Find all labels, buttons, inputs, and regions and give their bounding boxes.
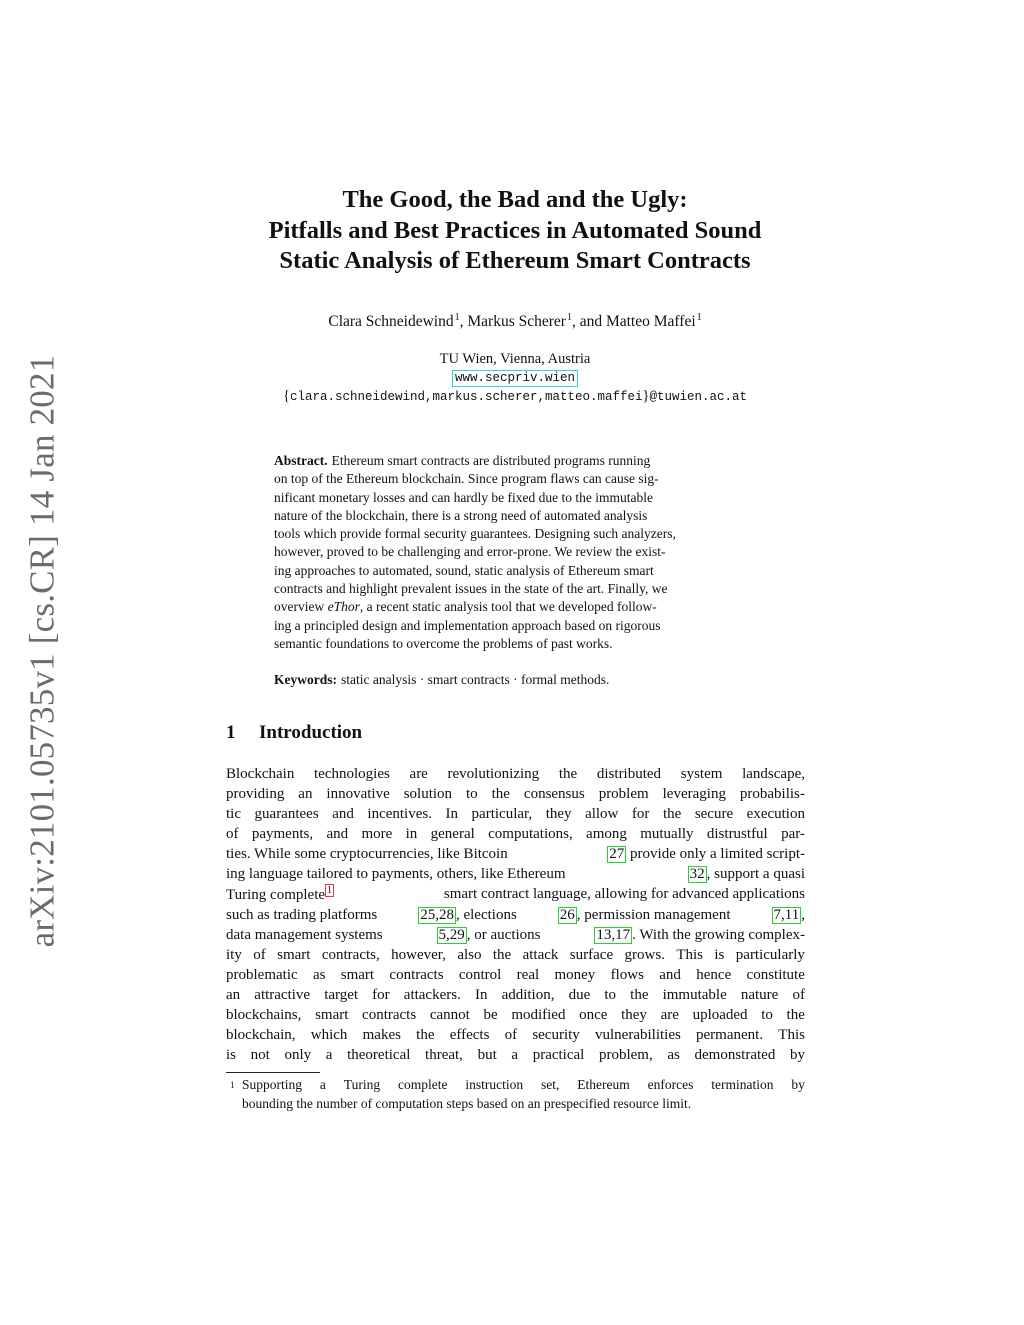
word: execution: [746, 806, 805, 822]
author-separator: , and: [571, 313, 606, 330]
word: ity: [226, 947, 242, 963]
word: of: [504, 1027, 518, 1043]
word: contracts,: [321, 947, 380, 963]
word: to: [761, 1007, 773, 1023]
text-line: [226, 844, 805, 864]
brace-open: {: [282, 388, 290, 404]
word: the: [492, 947, 512, 963]
citation-link[interactable]: 7,11: [773, 907, 800, 923]
word: Ethereum: [577, 1077, 630, 1092]
word: to: [604, 987, 617, 1003]
word: surface: [569, 947, 614, 963]
footnote-line: bounding the number of computation steps based on an prespecified resource limit.: [242, 1095, 692, 1111]
word: not: [250, 1047, 270, 1063]
word: leveraging: [662, 786, 726, 802]
abstract-line: [274, 598, 758, 616]
word: a: [325, 1047, 333, 1063]
author-name: Markus Scherer: [467, 313, 566, 330]
title-line: Static Analysis of Ethereum Smart Contracts: [279, 247, 751, 274]
abstract-line: however, proved to be challenging and error-prone. We review the exist-: [274, 544, 666, 560]
word: is: [714, 947, 725, 963]
word: enforces: [647, 1077, 694, 1092]
word: also: [457, 947, 482, 963]
word: by: [789, 1047, 805, 1063]
word: This: [676, 947, 703, 963]
paper-title: [200, 185, 830, 277]
word: only: [284, 1047, 312, 1063]
word: as: [667, 1047, 680, 1063]
word: Turing: [343, 1077, 381, 1092]
text-line: [226, 965, 805, 985]
word: practical: [532, 1047, 585, 1063]
word: they: [545, 806, 572, 822]
word: providing: [226, 786, 285, 802]
word: solution: [403, 786, 453, 802]
word: the: [662, 806, 682, 822]
text-segment: . With the growing complex-: [632, 927, 805, 943]
word: vulnerabilities: [595, 1027, 681, 1043]
word: contracts: [362, 1007, 417, 1023]
text-line: [226, 905, 805, 925]
word: payments,: [251, 826, 314, 842]
word: demonstrated: [694, 1047, 776, 1063]
text-line: [226, 925, 805, 945]
word: attackers.: [403, 987, 461, 1003]
word: are: [409, 766, 428, 782]
citation-link[interactable]: 26: [559, 907, 575, 923]
word: of: [226, 826, 239, 842]
word: problem: [598, 786, 649, 802]
word: to: [466, 786, 478, 802]
title-line: The Good, the Bad and the Ugly:: [342, 186, 688, 213]
text-line: [226, 1045, 805, 1065]
word: uploaded: [692, 1007, 748, 1023]
word: general: [430, 826, 475, 842]
website-link[interactable]: www.secpriv.wien: [452, 370, 578, 387]
word: particular,: [471, 806, 533, 822]
word: be: [483, 1007, 498, 1023]
word: attack: [522, 947, 559, 963]
word: the: [558, 766, 578, 782]
word: mutually: [640, 826, 694, 842]
intro-paragraph: [226, 764, 805, 1065]
author-list: [200, 312, 830, 331]
email-domain: @tuwien.ac.at: [649, 390, 748, 404]
text-line: [226, 945, 805, 965]
abstract-line: nificant monetary losses and can hardly be fixed due to the immutable: [274, 489, 654, 505]
text-segment: ing language tailored to payments, others, like Ethereum: [226, 866, 566, 882]
word: real: [516, 967, 540, 983]
citation-link[interactable]: 5,29: [438, 927, 465, 943]
text-line: [226, 1005, 805, 1025]
affiliation-block: [200, 350, 830, 406]
word: hence: [696, 967, 732, 983]
word: tic: [226, 806, 241, 822]
text-segment: , permission management: [576, 907, 731, 923]
word: effects: [449, 1027, 490, 1043]
email-list: [200, 387, 830, 406]
affiliation-mark: 1: [696, 312, 702, 323]
citation-link[interactable]: 13,17: [596, 927, 631, 943]
word: system: [680, 766, 723, 782]
word: termination: [711, 1077, 774, 1092]
word: theoretical: [347, 1047, 411, 1063]
abstract-heading: Abstract.: [274, 453, 328, 468]
word: for: [372, 987, 390, 1003]
text-segment: data management systems: [226, 927, 383, 943]
word: complete: [397, 1077, 448, 1092]
arxiv-identifier[interactable]: arXiv:2101.05735v1 [cs.CR] 14 Jan 2021: [22, 354, 62, 947]
abstract-text: Ethereum smart contracts are distributed programs running: [331, 453, 651, 468]
keywords: [274, 672, 758, 688]
word: smart: [315, 1007, 349, 1023]
word: money: [554, 967, 596, 983]
text-line: [226, 784, 805, 804]
word: smart: [340, 967, 375, 983]
word: par-: [781, 826, 805, 842]
affiliation-mark: 1: [454, 312, 460, 323]
word: among: [586, 826, 627, 842]
text-segment: smart contract language, allowing for advanced applications: [443, 886, 805, 902]
text-line: [226, 824, 805, 844]
word: permanent.: [696, 1027, 764, 1043]
keywords-heading: Keywords:: [274, 672, 337, 687]
word: cannot: [429, 1007, 470, 1023]
text-line: [226, 884, 805, 905]
word: guarantees: [254, 806, 319, 822]
word: problem,: [598, 1047, 653, 1063]
footnote: [226, 1076, 805, 1113]
word: the: [416, 1027, 435, 1043]
word: security: [532, 1027, 580, 1043]
word: and: [332, 806, 354, 822]
text-line: [226, 864, 805, 884]
word: once: [579, 1007, 608, 1023]
word: and: [659, 967, 681, 983]
text-line: [226, 1025, 805, 1045]
word: a: [511, 1047, 519, 1063]
word: of: [792, 987, 805, 1003]
arxiv-stamp-wrapper: [20, 354, 64, 947]
abstract-line: tools which provide formal security guarantees. Designing such analyzers,: [274, 526, 676, 542]
word: and: [326, 826, 349, 842]
word: probabilis-: [739, 786, 805, 802]
abstract-line: contracts and highlight prevalent issues in the state of the art. Finally, we: [274, 581, 668, 597]
word: grows.: [624, 947, 665, 963]
citation-link[interactable]: 32: [689, 866, 705, 882]
text-line: [226, 804, 805, 824]
word: Supporting: [242, 1077, 303, 1092]
abstract-line: ing approaches to automated, sound, static analysis of Ethereum smart: [274, 562, 654, 578]
abstract-line: semantic foundations to overcome the problems of past works.: [274, 635, 613, 651]
word: Blockchain: [226, 766, 295, 782]
word: smart: [277, 947, 311, 963]
word: for: [631, 806, 650, 822]
word: more: [361, 826, 393, 842]
word: consensus: [523, 786, 585, 802]
word: In: [474, 987, 488, 1003]
word: innovative: [326, 786, 390, 802]
citation-link[interactable]: 27: [609, 846, 625, 862]
section-number: 1: [226, 722, 236, 743]
word: makes: [362, 1027, 401, 1043]
title-line: Pitfalls and Best Practices in Automated Sound: [268, 216, 762, 244]
keywords-text: static analysis · smart contracts · formal methods.: [341, 672, 610, 687]
word: which: [310, 1027, 348, 1043]
word: target: [324, 987, 359, 1003]
word: blockchain,: [226, 1027, 296, 1043]
affiliation: TU Wien, Vienna, Austria: [439, 351, 591, 367]
text-segment: ,: [801, 907, 805, 923]
word: instruction: [465, 1077, 524, 1092]
word: attractive: [254, 987, 311, 1003]
text-segment: Turing complete: [226, 887, 326, 903]
word: but: [477, 1047, 497, 1063]
word: blockchains,: [226, 1007, 302, 1023]
word: revolutionizing: [447, 766, 540, 782]
author-name: Clara Schneidewind: [328, 313, 454, 330]
word: computations,: [488, 826, 573, 842]
section-title: Introduction: [259, 722, 363, 743]
email-names: clara.schneidewind,markus.scherer,matteo.maffei: [289, 390, 643, 404]
word: contracts: [389, 967, 444, 983]
word: in: [405, 826, 418, 842]
text-segment: ties. While some cryptocurrencies, like Bitcoin: [226, 846, 508, 862]
word: as: [312, 967, 326, 983]
word: threat,: [425, 1047, 463, 1063]
author-separator: ,: [459, 313, 468, 330]
abstract: [274, 452, 758, 653]
text-line: [226, 985, 805, 1005]
word: flows: [610, 967, 644, 983]
word: due: [568, 987, 591, 1003]
tool-name: eThor: [327, 599, 360, 615]
section-heading: [226, 722, 362, 744]
footnote-mark: 1: [230, 1080, 235, 1090]
abstract-text: , a recent static analysis tool that we developed follow-: [359, 599, 657, 615]
word: incentives.: [367, 806, 432, 822]
word: distrustful: [706, 826, 768, 842]
word: secure: [694, 806, 734, 822]
abstract-line: nature of the blockchain, there is a strong need of automated analysis: [274, 507, 648, 523]
word: the: [786, 1007, 805, 1023]
abstract-text: overview: [274, 599, 328, 615]
citation-link[interactable]: 25,28: [420, 907, 454, 923]
text-line: [226, 764, 805, 784]
word: the: [491, 786, 510, 802]
word: problematic: [226, 967, 298, 983]
text-segment: , or auctions: [466, 927, 541, 943]
brace-close: }: [642, 388, 650, 404]
word: an: [298, 786, 313, 802]
word: however,: [391, 947, 446, 963]
word: immutable: [662, 987, 727, 1003]
text-segment: , support a quasi: [706, 866, 805, 882]
footnote-rule: [226, 1072, 320, 1073]
word: technologies: [314, 766, 390, 782]
word: the: [630, 987, 649, 1003]
text-segment: provide only a limited script-: [630, 846, 805, 862]
abstract-line: on top of the Ethereum blockchain. Since program flaws can cause sig-: [274, 471, 659, 487]
abstract-line: ing a principled design and implementation approach based on rigorous: [274, 617, 661, 633]
word: nature: [740, 987, 779, 1003]
word: landscape,: [742, 766, 805, 782]
word: distributed: [596, 766, 662, 782]
word: of: [253, 947, 266, 963]
word: are: [660, 1007, 679, 1023]
word: a: [319, 1077, 326, 1092]
word: modified: [511, 1007, 566, 1023]
text-segment: such as trading platforms: [226, 907, 378, 923]
word: is: [226, 1047, 237, 1063]
word: In: [445, 806, 459, 822]
word: by: [791, 1077, 805, 1092]
word: an: [226, 987, 241, 1003]
word: This: [778, 1027, 805, 1043]
word: they: [621, 1007, 647, 1023]
word: control: [458, 967, 502, 983]
footnote-line: [226, 1076, 805, 1095]
word: addition,: [501, 987, 555, 1003]
word: set,: [540, 1077, 560, 1092]
word: constitute: [746, 967, 805, 983]
footnote-link[interactable]: 1: [327, 885, 333, 896]
author-name: Matteo Maffei: [605, 313, 696, 330]
word: allow: [585, 806, 619, 822]
affiliation-mark: 1: [566, 312, 572, 323]
text-segment: , elections: [455, 907, 517, 923]
abstract-line: [274, 452, 758, 470]
word: particularly: [735, 947, 805, 963]
